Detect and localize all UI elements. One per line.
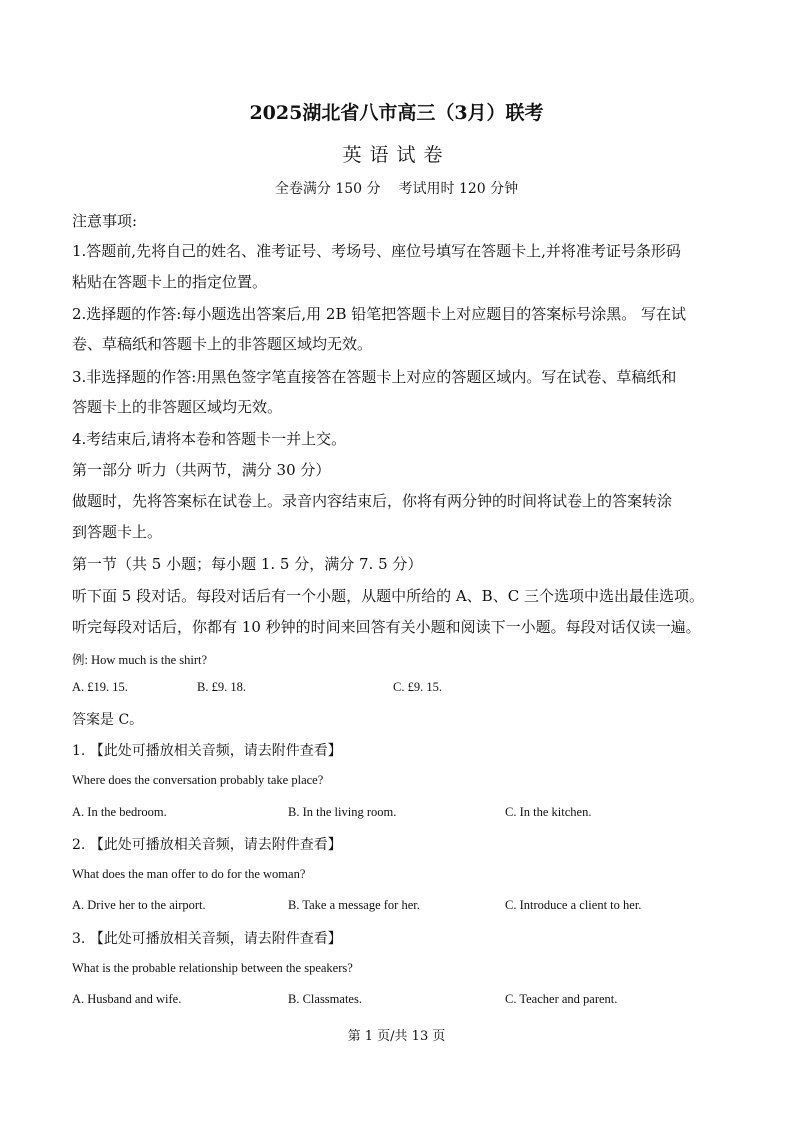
- q1-option-b: B. In the living room.: [288, 805, 397, 819]
- q2-option-c: C. Introduce a client to her.: [505, 898, 642, 912]
- q2-option-b: B. Take a message for her.: [288, 898, 420, 912]
- notice-line: 粘贴在答题卡上的指定位置。: [72, 273, 268, 291]
- q2-question: What does the man offer to do for the woman?: [72, 867, 306, 881]
- q3-option-b: B. Classmates.: [288, 992, 362, 1006]
- exam-subject: 英语试卷: [342, 144, 451, 166]
- example-option-b: B. £9. 18.: [197, 680, 246, 694]
- q3-option-a: A. Husband and wife.: [72, 992, 182, 1006]
- notice-line: 卷、草稿纸和答题卡上的非答题区域均无效。: [72, 335, 373, 353]
- q3-option-c: C. Teacher and parent.: [505, 992, 618, 1006]
- q3-audio-link[interactable]: 3. 【此处可播放相关音频，请去附件查看】: [72, 931, 342, 947]
- notice-heading: 注意事项:: [72, 212, 138, 230]
- q3-question: What is the probable relationship between the speakers?: [72, 961, 353, 975]
- notice-line: 4.考结束后,请将本卷和答题卡一并上交。: [72, 430, 347, 448]
- exam-duration: 考试用时 120 分钟: [398, 181, 519, 197]
- q1-option-a: A. In the bedroom.: [72, 805, 167, 819]
- notice-line: 1.答题前,先将自己的姓名、准考证号、考场号、座位号填写在答题卡上,并将准考证号条形码: [72, 242, 681, 260]
- notice-line: 答题卡上的非答题区域均无效。: [72, 398, 283, 416]
- page-number: 第 1 页/共 13 页: [347, 1029, 446, 1044]
- part1-heading: 第一部分 听力（共两节，满分 30 分）: [72, 461, 331, 479]
- q2-option-a: A. Drive her to the airport.: [72, 898, 206, 912]
- q1-audio-link[interactable]: 1. 【此处可播放相关音频，请去附件查看】: [72, 743, 342, 759]
- full-score: 全卷满分 150 分: [274, 181, 381, 197]
- notice-line: 3.非选择题的作答:用黑色签字笔直接答在答题卡上对应的答题区域内。写在试卷、草稿纸和: [72, 368, 677, 386]
- q1-question: Where does the conversation probably take place?: [72, 773, 324, 787]
- exam-meta: [0, 178, 793, 198]
- part1-intro-line: 到答题卡上。: [72, 523, 163, 541]
- section1-intro-line: 听下面 5 段对话。每段对话后有一个小题，从题中所给的 A、B、C 三个选项中选出最佳选项。: [72, 587, 704, 605]
- q2-audio-link[interactable]: 2. 【此处可播放相关音频，请去附件查看】: [72, 837, 342, 853]
- section1-intro-line: 听完每段对话后，你都有 10 秒钟的时间来回答有关小题和阅读下一小题。每段对话仅读一遍。: [72, 618, 701, 636]
- example-question: 例: How much is the shirt?: [72, 653, 208, 667]
- example-option-a: A. £19. 15.: [72, 680, 128, 694]
- exam-title: 2025湖北省八市高三（3月）联考: [249, 102, 544, 124]
- q1-option-c: C. In the kitchen.: [505, 805, 592, 819]
- notice-line: 2.选择题的作答:每小题选出答案后,用 2B 铅笔把答题卡上对应题目的答案标号涂黑。 写在试: [72, 305, 687, 323]
- part1-intro-line: 做题时，先将答案标在试卷上。录音内容结束后，你将有两分钟的时间将试卷上的答案转涂: [72, 492, 673, 510]
- example-option-c: C. £9. 15.: [393, 680, 442, 694]
- example-answer: 答案是 C。: [72, 712, 144, 728]
- section1-heading: 第一节（共 5 小题；每小题 1. 5 分，满分 7. 5 分）: [72, 555, 423, 573]
